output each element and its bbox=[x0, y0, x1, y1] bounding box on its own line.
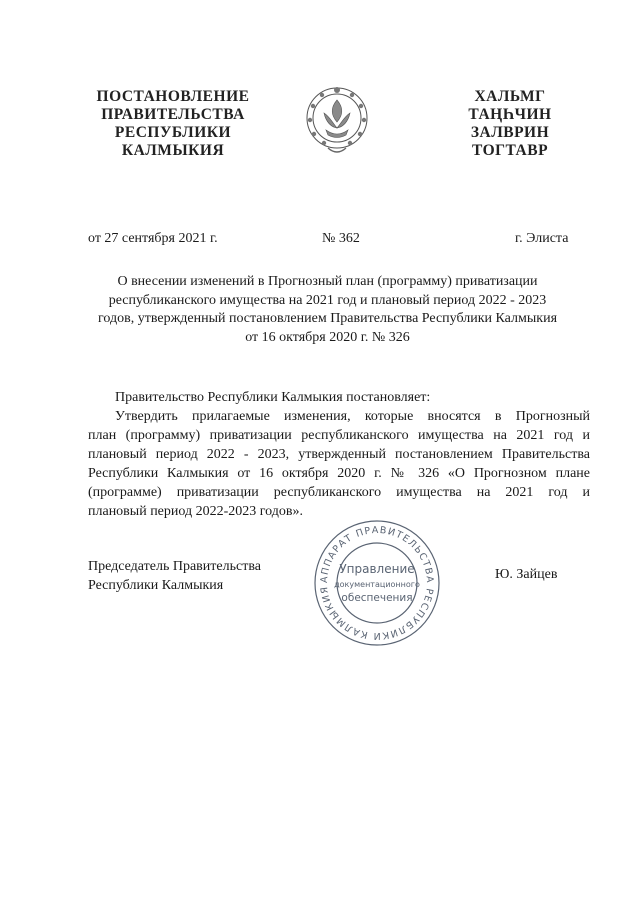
paragraph-line: Утвердить прилагаемые изменения, которые вносятся в Прогнозный bbox=[115, 409, 590, 424]
signatory-position-line: Председатель Правительства bbox=[88, 559, 261, 574]
title-line: республиканского имущества на 2021 год и плановый период 2022 - 2023 bbox=[108, 292, 547, 308]
signatory-position bbox=[88, 557, 261, 595]
document-date: от 27 сентября 2021 г. bbox=[88, 231, 218, 246]
paragraph-line: (программе) приватизации республиканского имущества на 2021 год и bbox=[88, 485, 590, 500]
signatory-position-line: Республики Калмыкия bbox=[88, 578, 224, 593]
header-right-line: ТАҢҺЧИН bbox=[468, 106, 552, 123]
header-left-line: КАЛМЫКИЯ bbox=[121, 142, 225, 159]
paragraph-line: плановый период 2022-2023 годов». bbox=[88, 504, 303, 519]
document-number: № 362 bbox=[322, 231, 360, 246]
header-left-line: ПРАВИТЕЛЬСТВА bbox=[101, 106, 245, 123]
document-city: г. Элиста bbox=[515, 231, 569, 246]
stamp-center-line: Управление bbox=[339, 562, 415, 576]
title-line: годов, утвержденный постановлением Правительства Республики Калмыкия bbox=[97, 311, 558, 326]
signatory-name: Ю. Зайцев bbox=[495, 567, 558, 582]
body-paragraph bbox=[88, 407, 590, 521]
header-right-line: ХАЛЬМГ bbox=[474, 88, 546, 105]
header-right-title bbox=[450, 88, 570, 160]
official-stamp bbox=[312, 518, 442, 648]
paragraph-line: план (программу) приватизации республиканского имущества на 2021 год и bbox=[88, 428, 590, 443]
stamp-center-line: документационного bbox=[334, 580, 420, 589]
document-title bbox=[75, 273, 580, 347]
body-intro: Правительство Республики Калмыкия постановляет: bbox=[115, 390, 431, 405]
header-left-line: ПОСТАНОВЛЕНИЕ bbox=[96, 88, 250, 105]
paragraph-line: плановый период 2022 - 2023, утвержденный постановлением Правительства bbox=[88, 447, 590, 462]
header-right-line: ЗАЛВРИН bbox=[470, 124, 550, 141]
paragraph-line: Республики Калмыкия от 16 октября 2020 г. № 326 «О Прогнозном плане bbox=[88, 466, 590, 481]
title-line: О внесении изменений в Прогнозный план (программу) приватизации bbox=[117, 274, 538, 289]
header-left-title bbox=[88, 88, 258, 160]
stamp-ring-text: АППАРАТ ПРАВИТЕЛЬСТВА РЕСПУБЛИКИ КАЛМЫКИЯ bbox=[318, 524, 436, 642]
document-body bbox=[88, 388, 590, 521]
header-left-line: РЕСПУБЛИКИ bbox=[114, 124, 232, 141]
title-line: от 16 октября 2020 г. № 326 bbox=[245, 329, 410, 345]
coat-of-arms-icon bbox=[302, 80, 372, 160]
header-right-line: ТОГТАВР bbox=[471, 142, 549, 159]
stamp-center-line: обеспечения bbox=[341, 592, 413, 604]
